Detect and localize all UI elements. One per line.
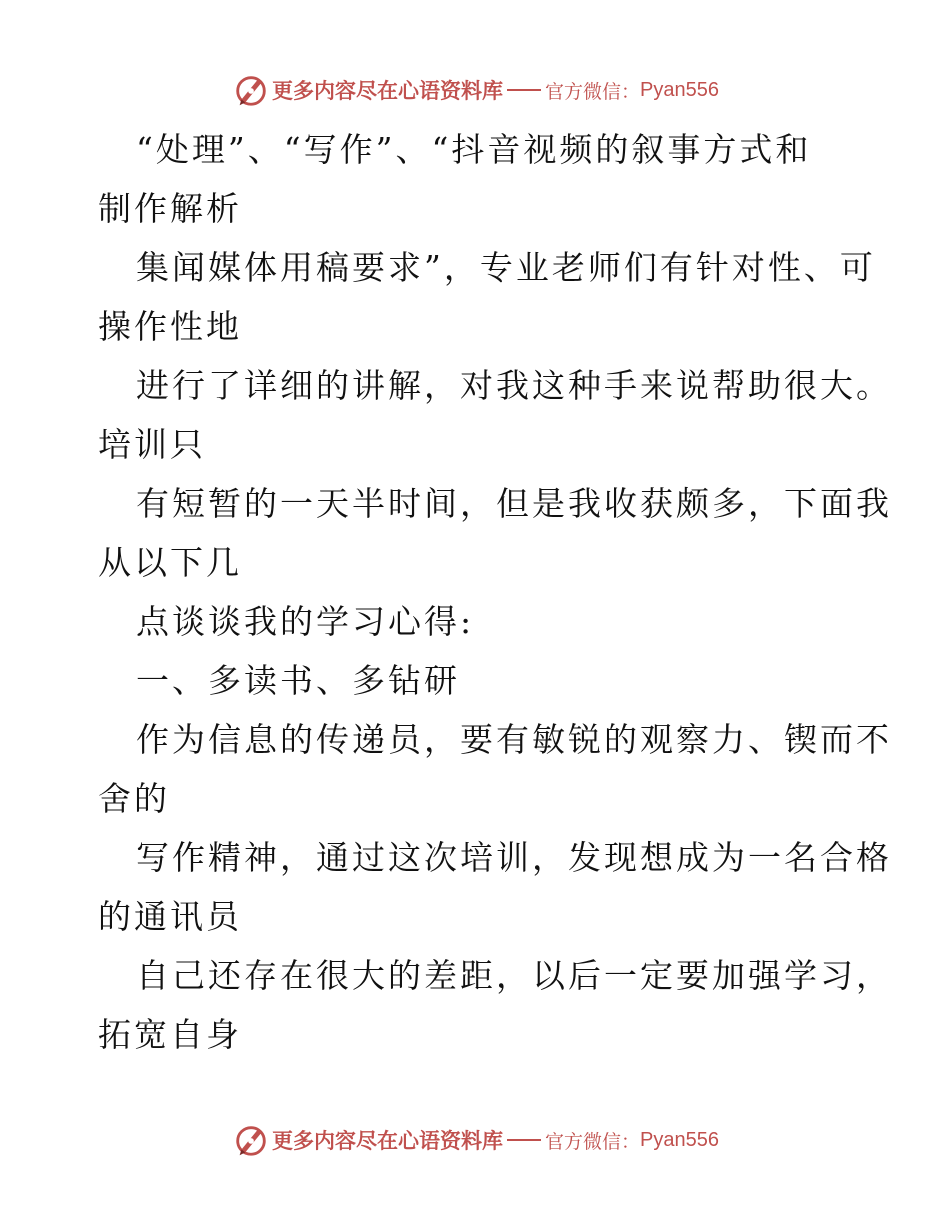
pen-logo-icon: [232, 71, 270, 109]
banner-dash: [507, 89, 541, 91]
banner-dash: [507, 1139, 541, 1141]
body-line: 操作性地: [98, 307, 242, 346]
body-text: [98, 120, 892, 1064]
body-line: 自己还存在很大的差距，以后一定要加强学习，: [136, 956, 892, 995]
body-line: 从以下几: [98, 543, 242, 582]
body-line: 作为信息的传递员，要有敏锐的观察力、锲而不: [136, 720, 892, 759]
body-line: 的通讯员: [98, 897, 242, 936]
body-line: 进行了详细的讲解，对我这种手来说帮助很大。: [136, 366, 892, 405]
body-line: 制作解析: [98, 189, 242, 228]
body-line: 点谈谈我的学习心得:: [136, 602, 475, 641]
body-line: “处理”、“写作”、“抖音视频的叙事方式和: [136, 130, 812, 169]
footer-watermark-banner: [232, 1120, 719, 1160]
body-line: 一、多读书、多钻研: [136, 661, 460, 700]
banner-site-name: 更多内容尽在心语资料库: [272, 78, 503, 103]
banner-wechat-label: 官方微信：: [545, 1130, 641, 1153]
body-line: 拓宽自身: [98, 1015, 242, 1054]
pen-logo-icon: [232, 1121, 270, 1159]
banner-account-id: Pyan556: [640, 78, 719, 101]
header-watermark-banner: [232, 70, 719, 110]
body-line: 写作精神，通过这次培训，发现想成为一名合格: [136, 838, 892, 877]
body-line: 有短暂的一天半时间，但是我收获颇多，下面我: [136, 484, 892, 523]
body-line: 舍的: [98, 779, 170, 818]
banner-site-name: 更多内容尽在心语资料库: [272, 1128, 503, 1153]
banner-wechat-label: 官方微信：: [545, 80, 641, 103]
body-line: 培训只: [98, 425, 206, 464]
body-line: 集闻媒体用稿要求”，专业老师们有针对性、可: [136, 248, 876, 287]
banner-account-id: Pyan556: [640, 1128, 719, 1151]
